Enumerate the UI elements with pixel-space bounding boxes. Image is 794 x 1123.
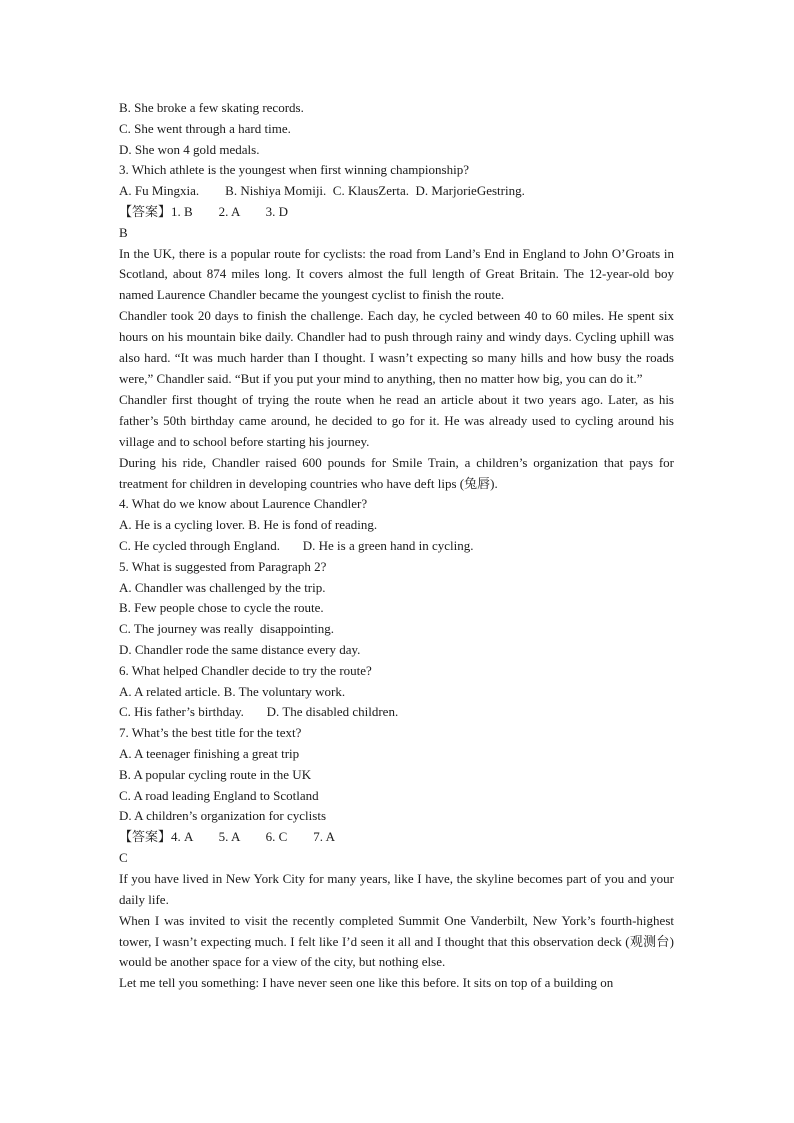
- q3-stem: 3. Which athlete is the youngest when first winning championship?: [119, 162, 469, 178]
- q2-option-c: C. She went through a hard time.: [119, 120, 291, 136]
- q5-option-d: D. Chandler rode the same distance every day.: [119, 642, 361, 658]
- q5-option-c: C. The journey was really disappointing.: [119, 621, 334, 637]
- q4-options-cd: C. He cycled through England. D. He is a green hand in cycling.: [119, 538, 474, 554]
- q3-options: A. Fu Mingxia. B. Nishiya Momiji. C. KlausZerta. D. MarjorieGestring.: [119, 183, 525, 199]
- q6-options-ab: A. A related article. B. The voluntary work.: [119, 683, 346, 699]
- passage-b-paragraph-1: In the UK, there is a popular route for cyclists: the road from Land’s End in England to John O’Groats in Scotland, about 874 miles long. It covers almost the full length of Great Britain. The 12-year-old boy named Laurence Chandler became the youngest cyclist to finish the route.: [119, 245, 674, 303]
- passage-c-paragraph-2: When I was invited to visit the recently completed Summit One Vanderbilt, New York’s fourth-highest tower, I wasn’t expecting much. I felt like I’d seen it all and I thought that this observation deck (观测台) would be another space for a view of the city, but nothing else.: [119, 912, 674, 970]
- q7-option-b: B. A popular cycling route in the UK: [119, 766, 312, 782]
- page-content: [119, 98, 674, 994]
- passage-c-paragraph-3: Let me tell you something: I have never seen one like this before. It sits on top of a building on: [119, 975, 614, 991]
- q7-option-a: A. A teenager finishing a great trip: [119, 746, 300, 762]
- section-c-label: C: [119, 850, 128, 865]
- q2-option-d: D. She won 4 gold medals.: [119, 141, 260, 157]
- q4-stem: 4. What do we know about Laurence Chandler?: [119, 496, 368, 512]
- answer-key-a: 【答案】1. B 2. A 3. D: [119, 203, 289, 219]
- q7-option-d: D. A children’s organization for cyclists: [119, 808, 326, 824]
- q4-options-ab: A. He is a cycling lover. B. He is fond of reading.: [119, 517, 378, 533]
- answer-key-b: 【答案】4. A 5. A 6. C 7. A: [119, 829, 335, 845]
- q7-stem: 7. What’s the best title for the text?: [119, 725, 302, 741]
- q5-option-b: B. Few people chose to cycle the route.: [119, 600, 324, 616]
- passage-b-paragraph-4: During his ride, Chandler raised 600 pounds for Smile Train, a children’s organization that pays for treatment for children in developing countries who have deft lips (兔唇).: [119, 454, 674, 491]
- passage-b-paragraph-2: Chandler took 20 days to finish the challenge. Each day, he cycled between 40 to 60 miles. He spent six hours on his mountain bike daily. Chandler had to push through rainy and windy days. Cycling uphill was also hard. “It was much harder than I thought. I wasn’t expecting so many hills and how busy the roads were,” Chandler said. “But if you put your mind to anything, then no matter how big, you can do it.”: [119, 308, 674, 387]
- section-b-label: B: [119, 224, 128, 240]
- passage-c-paragraph-1: If you have lived in New York City for many years, like I have, the skyline becomes part of you and your daily life.: [119, 870, 674, 907]
- passage-b-paragraph-3: Chandler first thought of trying the route when he read an article about it two years ago. Later, as his father’s 50th birthday came around, he decided to go for it. He was already used to cycling around his village and to school before starting his journey.: [119, 391, 674, 449]
- q6-options-cd: C. His father’s birthday. D. The disabled children.: [119, 704, 399, 720]
- q7-option-c: C. A road leading England to Scotland: [119, 787, 319, 803]
- q2-option-b: B. She broke a few skating records.: [119, 100, 304, 115]
- q5-stem: 5. What is suggested from Paragraph 2?: [119, 558, 327, 574]
- q5-option-a: A. Chandler was challenged by the trip.: [119, 579, 326, 595]
- q6-stem: 6. What helped Chandler decide to try the route?: [119, 662, 372, 678]
